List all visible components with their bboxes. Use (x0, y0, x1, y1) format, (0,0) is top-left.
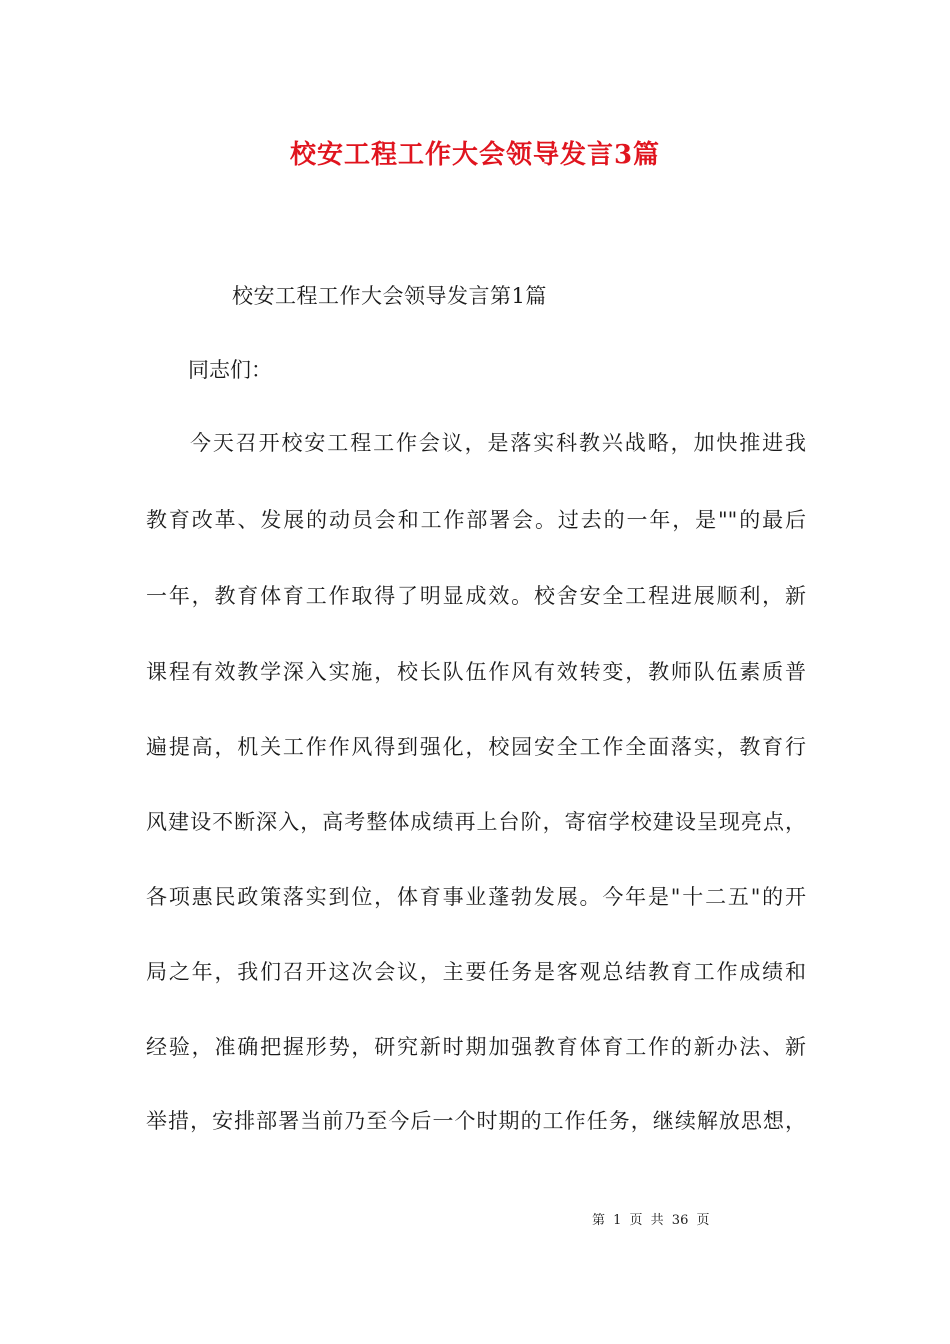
paragraph-line: 局之年，我们召开这次会议，主要任务是客观总结教育工作成绩和 (146, 960, 806, 984)
document-title: 校安工程工作大会领导发言3篇 (289, 140, 661, 170)
paragraph-line: 教育改革、发展的动员会和工作部署会。过去的一年，是""的最后 (146, 508, 806, 532)
paragraph-line: 经验，准确把握形势，研究新时期加强教育体育工作的新办法、新 (146, 1035, 806, 1059)
paragraph-line: 风建设不断深入，高考整体成绩再上台阶，寄宿学校建设呈现亮点， (146, 810, 806, 834)
section-heading: 校安工程工作大会领导发言第1篇 (232, 284, 547, 308)
paragraph-line: 各项惠民政策落实到位，体育事业蓬勃发展。今年是"十二五"的开 (146, 885, 806, 909)
paragraph-line: 遍提高，机关工作作风得到强化，校园安全工作全面落实，教育行 (146, 735, 806, 759)
paragraph-line: 一年，教育体育工作取得了明显成效。校舍安全工程进展顺利，新 (146, 584, 806, 608)
paragraph-line: 举措，安排部署当前乃至今后一个时期的工作任务，继续解放思想， (146, 1109, 806, 1133)
paragraph-line: 今天召开校安工程工作会议，是落实科教兴战略，加快推进我 (190, 431, 806, 455)
salutation: 同志们： (188, 358, 272, 382)
paragraph-line: 课程有效教学深入实施，校长队伍作风有效转变，教师队伍素质普 (146, 660, 806, 684)
page-number-footer: 第 1 页 共 36 页 (592, 1213, 710, 1228)
